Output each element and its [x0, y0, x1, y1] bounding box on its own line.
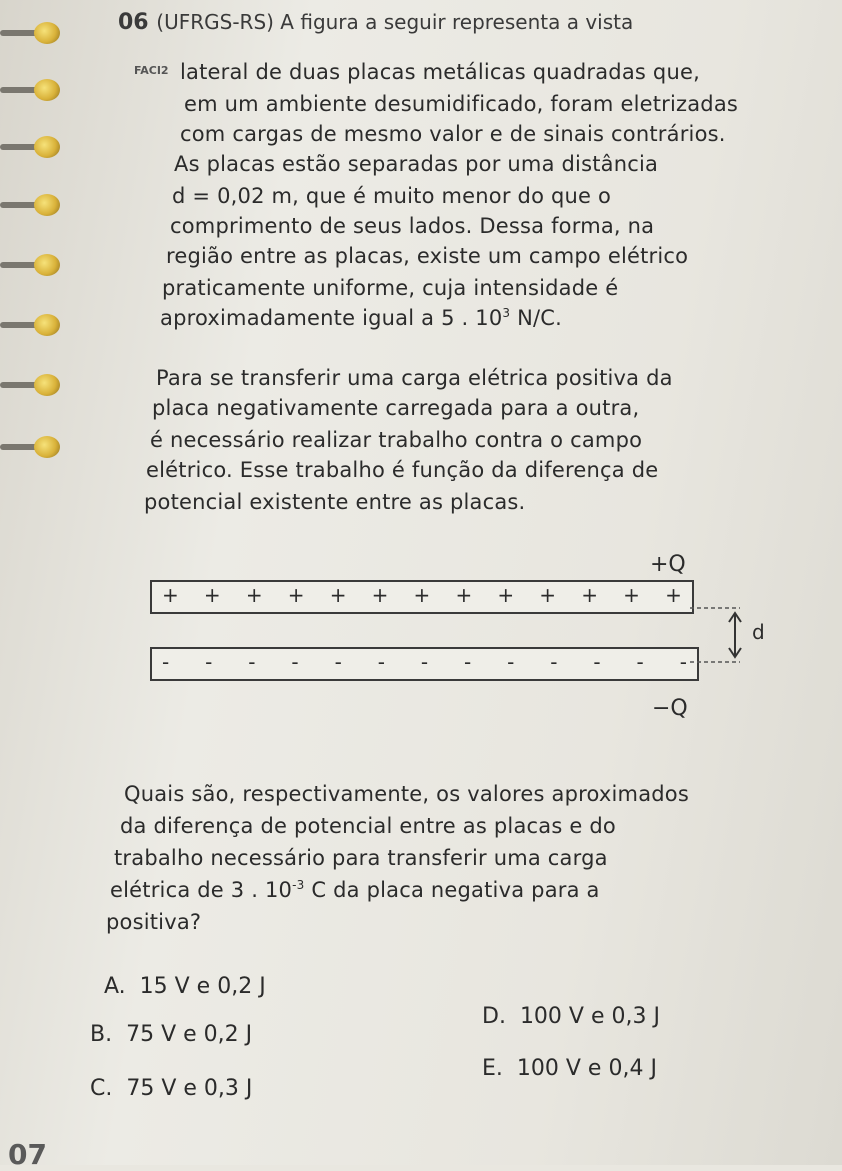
binding-ring — [0, 18, 64, 48]
binding-ring — [0, 250, 64, 280]
prompt-line: da diferença de potencial entre as placas e do — [120, 814, 616, 838]
statement-line: d = 0,02 m, que é muito menor do que o — [172, 184, 612, 208]
option-c[interactable]: C. 75 V e 0,3 J — [90, 1076, 253, 1101]
question-tag: FACI2 — [134, 64, 169, 77]
option-d[interactable]: D. 100 V e 0,3 J — [482, 1004, 660, 1029]
prompt-line: Quais são, respectivamente, os valores aproximados — [124, 782, 689, 806]
statement-line: região entre as placas, existe um campo elétrico — [166, 244, 689, 268]
prompt-line: trabalho necessário para transferir uma carga — [114, 846, 608, 870]
field-intensity-line: aproximadamente igual a 5 . $10^3$ N/C. — [160, 306, 563, 330]
option-e[interactable]: E. 100 V e 0,4 J — [482, 1056, 657, 1081]
paragraph-line: é necessário realizar trabalho contra o campo — [150, 428, 643, 452]
option-a[interactable]: A. 15 V e 0,2 J — [104, 974, 266, 999]
positive-charge-label: +Q — [650, 552, 686, 577]
capacitor-figure — [140, 550, 780, 730]
binding-ring — [0, 75, 64, 105]
paragraph-line: potencial existente entre as placas. — [144, 490, 526, 514]
binding-ring — [0, 432, 64, 462]
prompt-line: positiva? — [106, 910, 202, 934]
next-question-number: 07 — [8, 1138, 47, 1171]
positive-plate: + + + + + + + + + + + + + — [150, 580, 694, 614]
statement-line: em um ambiente desumidificado, foram eletrizadas — [184, 92, 739, 116]
option-b[interactable]: B. 75 V e 0,2 J — [90, 1022, 253, 1047]
paragraph-line: placa negativamente carregada para a outra, — [152, 396, 640, 420]
binding-ring — [0, 370, 64, 400]
binding-ring — [0, 132, 64, 162]
statement-line: lateral de duas placas metálicas quadradas que, — [180, 60, 700, 84]
paragraph-line: elétrico. Esse trabalho é função da diferença de — [146, 458, 659, 482]
question-header — [118, 10, 633, 35]
binding-ring — [0, 190, 64, 220]
prompt-charge-line: elétrica de 3 . $10^{-3}$ C da placa negativa para a — [110, 878, 600, 902]
statement-line: com cargas de mesmo valor e de sinais contrários. — [180, 122, 726, 146]
statement-line: As placas estão separadas por uma distância — [174, 152, 659, 176]
statement-line: praticamente uniforme, cuja intensidade é — [162, 276, 619, 300]
question-source: (UFRGS-RS) A figura a seguir representa a vista — [156, 10, 634, 34]
statement-line: comprimento de seus lados. Dessa forma, na — [170, 214, 655, 238]
paragraph-line: Para se transferir uma carga elétrica positiva da — [156, 366, 673, 390]
question-number: 06 — [118, 10, 149, 35]
negative-plate: - - - - - - - - - - - - - — [150, 647, 699, 681]
binding-ring — [0, 310, 64, 340]
distance-label: d — [752, 620, 765, 644]
spiral-binding — [0, 0, 80, 520]
negative-charge-label: −Q — [652, 696, 688, 721]
